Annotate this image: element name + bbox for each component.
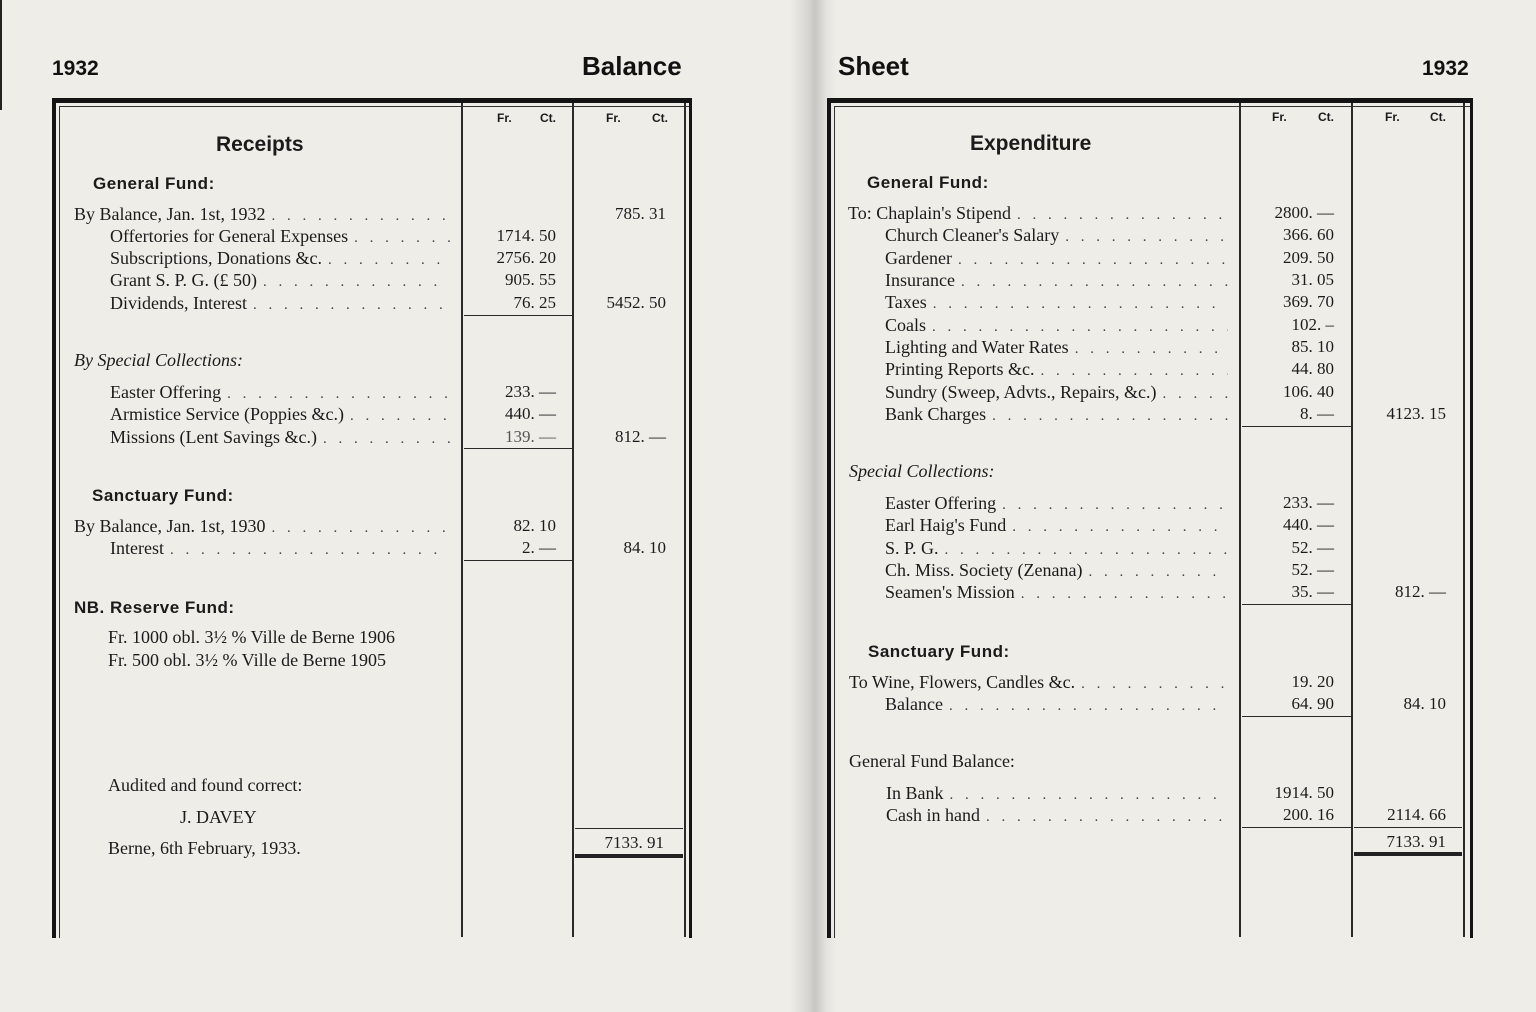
exp-row-ch-miss: Ch. Miss. Society (Zenana) . . . — [885, 559, 1228, 583]
receipts-row-easter-amount: 233. — — [505, 382, 556, 401]
receipts-reserve-heading: NB. Reserve Fund: — [74, 598, 235, 617]
receipts-total-double-rule — [575, 854, 683, 858]
exp-total-rule — [1354, 827, 1462, 828]
receipts-special-heading: By Special Collections: — [74, 350, 243, 370]
exp-row-cash: Cash in hand . . . — [886, 804, 1228, 828]
exp-general-balance-heading: General Fund Balance: — [849, 751, 1015, 771]
exp-row-insurance: Insurance . . . — [885, 269, 1228, 293]
exp-row-cleaner: Church Cleaner's Salary . . . — [885, 224, 1228, 248]
receipts-col2-fr: Fr. — [606, 111, 621, 125]
exp-row-sundry-amount: 106. 40 — [1283, 382, 1334, 401]
audit-place-date: Berne, 6th February, 1933. — [108, 838, 301, 858]
exp-row-lighting-amount: 85. 10 — [1291, 337, 1334, 356]
exp-row-sanctuary-balance: Balance . . . — [885, 693, 1228, 717]
exp-row-gardener: Gardener . . . — [885, 247, 1228, 271]
exp-rule-2 — [1242, 604, 1351, 605]
exp-row-printing-amount: 44. 80 — [1291, 359, 1334, 378]
exp-row-sundry: Sundry (Sweep, Advts., Repairs, &c.) . . . — [885, 381, 1228, 405]
exp-row-printing: Printing Reports &c. . . . — [885, 358, 1228, 382]
exp-row-chaplain: To: Chaplain's Stipend . . . — [848, 202, 1228, 226]
expenditure-col2-fr: Fr. — [1385, 110, 1400, 124]
receipts-col-divider-1 — [461, 103, 463, 937]
receipts-total-rule — [575, 828, 683, 829]
exp-row-bank-charges-amount: 8. — — [1300, 404, 1334, 423]
expenditure-col2-ct: Ct. — [1430, 110, 1446, 124]
expenditure-col1-ct: Ct. — [1318, 110, 1334, 124]
receipts-rule-3 — [464, 560, 572, 561]
receipts-row-subscriptions-amount: 2756. 20 — [496, 248, 556, 267]
exp-row-cash-amount: 200. 16 — [1283, 805, 1334, 824]
exp-row-coals-amount: 102. – — [1291, 315, 1334, 334]
exp-row-gardener-amount: 209. 50 — [1283, 248, 1334, 267]
exp-row-wine: To Wine, Flowers, Candles &c. . . . — [849, 671, 1228, 695]
receipts-general-fund-heading: General Fund: — [93, 174, 215, 193]
exp-sanctuary-subtotal: 84. 10 — [1403, 694, 1446, 713]
receipts-row-easter: Easter Offering . . . — [110, 381, 450, 405]
receipts-row-dividends: Dividends, Interest . . . — [110, 292, 450, 316]
receipts-col2-ct: Ct. — [652, 111, 668, 125]
receipts-row-interest-amount: 2. — — [522, 538, 556, 557]
receipts-row-offertories-amount: 1714. 50 — [496, 226, 556, 245]
receipts-grand-total: 7133. 91 — [604, 833, 664, 852]
exp-row-chaplain-amount: 2800. — — [1274, 203, 1334, 222]
exp-row-insurance-amount: 31. 05 — [1291, 270, 1334, 289]
scan-edge — [0, 0, 2, 110]
audit-statement: Audited and found correct: — [108, 775, 303, 795]
exp-row-easter: Easter Offering . . . — [885, 492, 1228, 516]
exp-row-seamen-amount: 35. — — [1291, 582, 1334, 601]
reserve-line-1905: Fr. 500 obl. 3½ % Ville de Berne 1905 — [108, 650, 387, 670]
exp-special-subtotal: 812. — — [1395, 582, 1446, 601]
exp-row-sanctuary-balance-amount: 64. 90 — [1291, 694, 1334, 713]
title-sheet: Sheet — [838, 51, 909, 81]
receipts-row-grant-spg-amount: 905. 55 — [505, 270, 556, 289]
receipts-row-balance-1932-total: 785. 31 — [615, 204, 666, 223]
expenditure-col-divider-1 — [1239, 103, 1241, 937]
receipts-col1-fr: Fr. — [497, 111, 512, 125]
receipts-row-missions: Missions (Lent Savings &c.) . . . — [110, 426, 450, 450]
receipts-rule-1 — [464, 315, 572, 316]
receipts-general-fund-subtotal: 5452. 50 — [606, 293, 666, 312]
year-left: 1932 — [52, 57, 99, 80]
title-balance: Balance — [582, 51, 682, 81]
expenditure-col-divider-3 — [1463, 103, 1465, 937]
receipts-row-dividends-amount: 76. 25 — [513, 293, 556, 312]
exp-rule-4 — [1242, 827, 1351, 828]
exp-row-taxes: Taxes . . . — [885, 291, 1228, 315]
exp-rule-3 — [1242, 716, 1351, 717]
receipts-row-sanctuary-balance: By Balance, Jan. 1st, 1930 . . . — [74, 515, 450, 539]
receipts-row-interest: Interest . . . — [110, 537, 450, 561]
exp-row-spg-amount: 52. — — [1291, 538, 1334, 557]
exp-special-heading: Special Collections: — [849, 461, 995, 481]
exp-general-fund-subtotal: 4123. 15 — [1386, 404, 1446, 423]
receipts-special-subtotal: 812. — — [615, 427, 666, 446]
receipts-row-offertories: Offertories for General Expenses . . . — [110, 225, 450, 249]
exp-row-seamen: Seamen's Mission . . . — [885, 581, 1228, 605]
exp-row-coals: Coals . . . — [885, 314, 1228, 338]
receipts-row-sanctuary-balance-amount: 82. 10 — [513, 516, 556, 535]
exp-row-earl-haig: Earl Haig's Fund . . . — [885, 514, 1228, 538]
receipts-row-missions-amount: 139. — — [505, 427, 556, 446]
receipts-col-divider-2 — [572, 103, 574, 937]
exp-row-easter-amount: 233. — — [1283, 493, 1334, 512]
auditor-name: J. DAVEY — [180, 807, 257, 827]
receipts-row-balance-1932: By Balance, Jan. 1st, 1932 . . . — [74, 203, 450, 227]
exp-row-cleaner-amount: 366. 60 — [1283, 225, 1334, 244]
exp-row-wine-amount: 19. 20 — [1291, 672, 1334, 691]
receipts-rule-2 — [464, 448, 572, 449]
exp-row-ch-miss-amount: 52. — — [1291, 560, 1334, 579]
receipts-row-subscriptions: Subscriptions, Donations &c. . . . — [110, 247, 450, 271]
receipts-row-grant-spg: Grant S. P. G. (£ 50) . . . — [110, 269, 450, 293]
exp-row-spg: S. P. G. . . . — [885, 537, 1228, 561]
exp-general-balance-subtotal: 2114. 66 — [1387, 805, 1446, 824]
exp-rule-1 — [1242, 426, 1351, 427]
expenditure-general-fund-heading: General Fund: — [867, 173, 989, 192]
exp-row-taxes-amount: 369. 70 — [1283, 292, 1334, 311]
expenditure-col1-fr: Fr. — [1272, 110, 1287, 124]
exp-row-lighting: Lighting and Water Rates . . . — [885, 336, 1228, 360]
exp-total-double-rule — [1354, 852, 1462, 856]
receipts-sanctuary-subtotal: 84. 10 — [623, 538, 666, 557]
receipts-row-armistice: Armistice Service (Poppies &c.) . . . — [110, 403, 450, 427]
exp-row-earl-haig-amount: 440. — — [1283, 515, 1334, 534]
receipts-col1-ct: Ct. — [540, 111, 556, 125]
receipts-col-divider-3 — [684, 103, 686, 937]
year-right: 1932 — [1422, 57, 1469, 80]
receipts-row-armistice-amount: 440. — — [505, 404, 556, 423]
exp-row-bank-charges: Bank Charges . . . — [885, 403, 1228, 427]
exp-row-in-bank: In Bank . . . — [886, 782, 1228, 806]
receipts-heading: Receipts — [216, 133, 304, 156]
exp-sanctuary-heading: Sanctuary Fund: — [868, 642, 1010, 661]
exp-row-in-bank-amount: 1914. 50 — [1274, 783, 1334, 802]
reserve-line-1906: Fr. 1000 obl. 3½ % Ville de Berne 1906 — [108, 627, 396, 647]
expenditure-heading: Expenditure — [970, 132, 1092, 155]
expenditure-col-divider-2 — [1351, 103, 1353, 937]
receipts-sanctuary-heading: Sanctuary Fund: — [92, 486, 234, 505]
expenditure-grand-total: 7133. 91 — [1386, 832, 1446, 851]
